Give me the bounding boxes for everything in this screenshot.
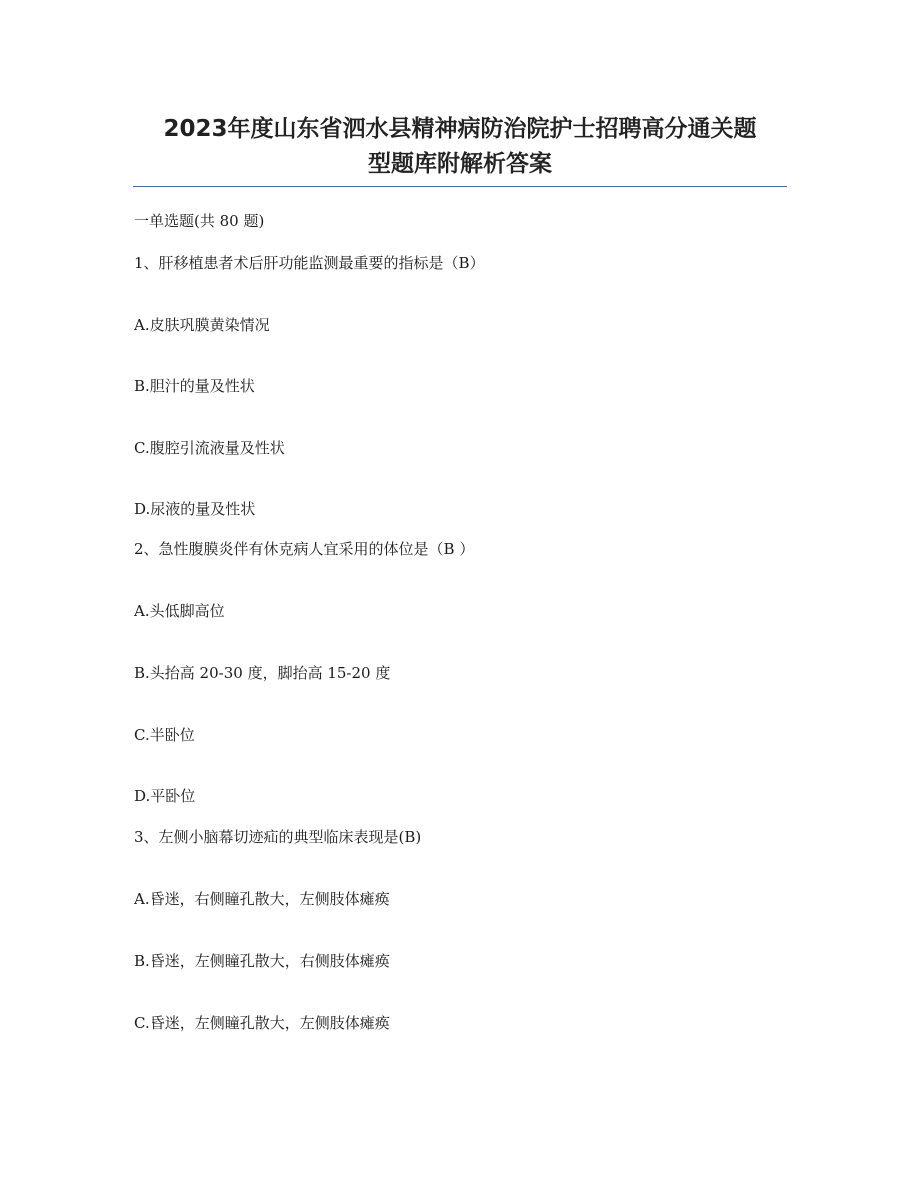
- document-title-line-2: 型题库附解析答案: [368, 151, 552, 177]
- question-option: D.平卧位: [134, 787, 196, 805]
- question-option: A.昏迷，右侧瞳孔散大，左侧肢体瘫痪: [134, 890, 390, 908]
- question-option: C.昏迷，左侧瞳孔散大，左侧肢体瘫痪: [134, 1014, 390, 1032]
- question-option: B.头抬高 20-30 度，脚抬高 15-20 度: [134, 664, 391, 682]
- question-option: C.腹腔引流液量及性状: [134, 439, 285, 457]
- question-option: C.半卧位: [134, 726, 195, 744]
- question-option: A.皮肤巩膜黄染情况: [134, 316, 270, 334]
- question-option: B.胆汁的量及性状: [134, 377, 255, 395]
- document-title-line-1: 2023年度山东省泗水县精神病防治院护士招聘高分通关题: [163, 116, 757, 142]
- title-divider: [133, 186, 787, 187]
- question-option: B.昏迷，左侧瞳孔散大，右侧肢体瘫痪: [134, 952, 390, 970]
- question-stem: 2、急性腹膜炎伴有休克病人宜采用的体位是（B ）: [134, 540, 475, 558]
- question-stem: 1、肝移植患者术后肝功能监测最重要的指标是（B）: [134, 254, 485, 272]
- question-stem: 3、左侧小脑幕切迹疝的典型临床表现是(B): [134, 828, 422, 846]
- question-option: D.尿液的量及性状: [134, 500, 256, 518]
- question-option: A.头低脚高位: [134, 602, 225, 620]
- section-heading: 一单选题(共 80 题): [134, 212, 265, 230]
